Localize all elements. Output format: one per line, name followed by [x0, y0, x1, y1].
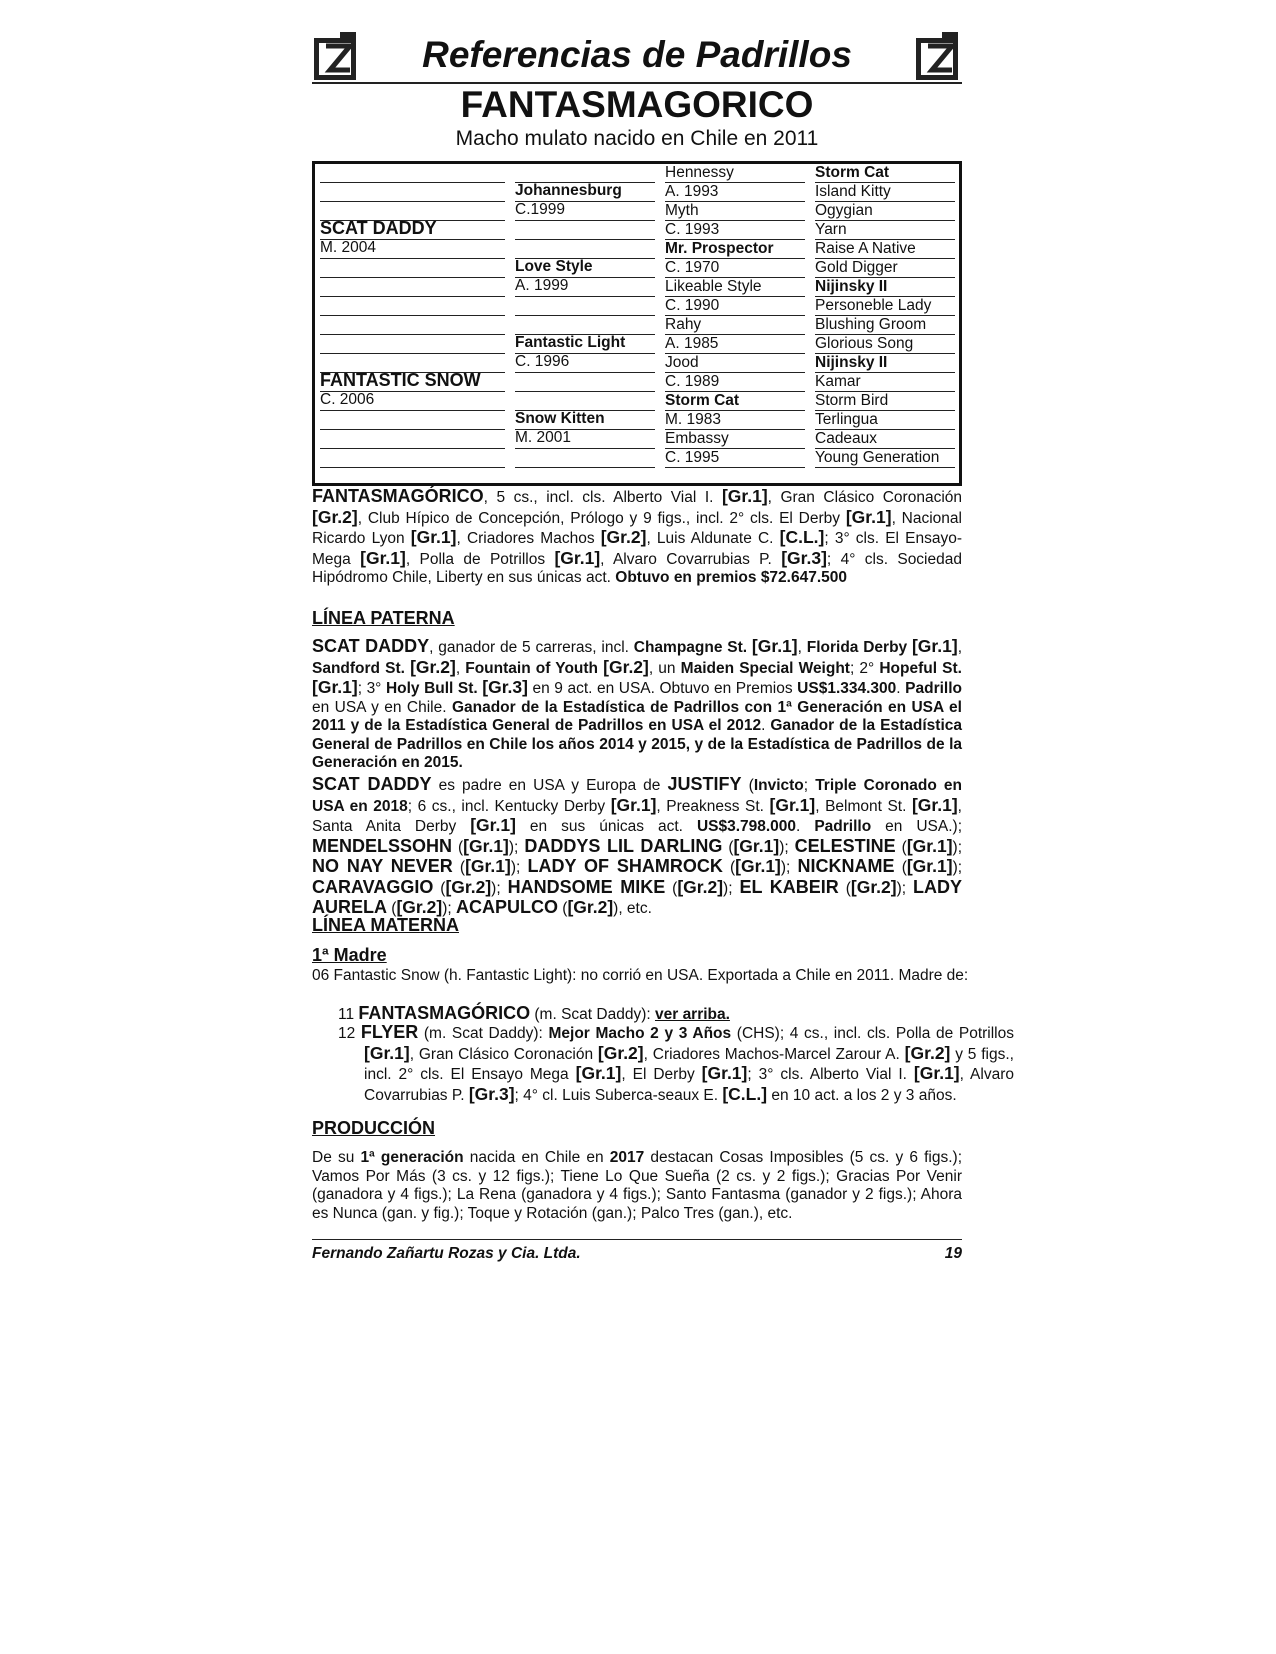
- pedigree-rule: [515, 467, 655, 468]
- ancestor-info: C. 1990: [665, 297, 720, 314]
- grandsire-info: C. 1996: [515, 353, 570, 370]
- granddam-name: Snow Kitten: [515, 410, 605, 427]
- pedigree-rule: [665, 467, 805, 468]
- pedigree-rule: [515, 239, 655, 240]
- ancestor-g4: Personeble Lady: [815, 297, 932, 314]
- pedigree-rule: [320, 277, 505, 278]
- footer-company: Fernando Zañartu Rozas y Cia. Ltda.: [312, 1245, 581, 1262]
- ancestor-info: C. 1970: [665, 259, 720, 276]
- production-text: De su 1ª generación nacida en Chile en 2017 destacan Cosas Imposibles (5 cs. y 6 figs.); Vamos Por Más (3 cs. y 12 figs.); Tiene Lo Que Sueña (2 cs. y 2 figs.); Gracias Por Venir (ganadora y 4 figs.); La Rena (ganadora y 4 figs.); Santo Fantasma (ganador y 2 figs.); Ahora es Nunca (gan. y fig.); Toque y Rotación (gan.); Palco Tres (gan.), etc.: [312, 1149, 962, 1222]
- ancestor-g4: Storm Cat: [815, 164, 890, 181]
- ancestor-g4: Glorious Song: [815, 335, 914, 352]
- footer-divider: [312, 1239, 962, 1240]
- ancestor-g4: Ogygian: [815, 202, 873, 219]
- ancestor-name: Rahy: [665, 316, 702, 333]
- grandsire-name: Fantastic Light: [515, 334, 626, 351]
- horse-name: FANTASMAGORICO: [460, 84, 814, 125]
- ancestor-g4: Nijinsky II: [815, 278, 888, 295]
- pedigree-rule: [320, 201, 505, 202]
- section-produccion: PRODUCCIÓN: [312, 1118, 436, 1138]
- section-madre: 1ª Madre: [312, 945, 387, 965]
- ancestor-g4: Young Generation: [815, 449, 940, 466]
- pedigree-rule: [515, 315, 655, 316]
- ancestor-name: Likeable Style: [665, 278, 762, 295]
- ancestor-name: Myth: [665, 202, 699, 219]
- ancestor-g4: Raise A Native: [815, 240, 916, 257]
- horse-subtitle: Macho mulato nacido en Chile en 2011: [455, 127, 819, 150]
- pedigree-rule: [320, 296, 505, 297]
- section-materna: LÍNEA MATERNA: [312, 915, 459, 935]
- granddam-info: A. 1999: [515, 277, 569, 294]
- ancestor-g4: Nijinsky II: [815, 354, 888, 371]
- dam-entry: 06 Fantastic Snow (h. Fantastic Light): no corrió en USA. Exportada a Chile en 2011. Madre de:: [312, 967, 969, 984]
- pedigree-rule: [320, 182, 505, 183]
- sire-progeny: SCAT DADDY es padre en USA y Europa de JUSTIFY (Invicto; Triple Coronado en USA en 2018; 6 cs., incl. Kentucky Derby [Gr.1], Preakness St. [Gr.1], Belmont St. [Gr.1], Santa Anita Derby [Gr.1] en sus únicas act. US$3.798.000. Padrillo en USA.); MENDELSSOHN ([Gr.1]); DADDYS LIL DARLING ([Gr.1]); CELESTINE ([Gr.1]); NO NAY NEVER ([Gr.1]); LADY OF SHAMROCK ([Gr.1]); NICKNAME ([Gr.1]); CARAVAGGIO ([Gr.2]); HANDSOME MIKE ([Gr.2]); EL KABEIR ([Gr.2]); LADY AURELA ([Gr.2]); ACAPULCO ([Gr.2]), etc.: [312, 774, 963, 917]
- ancestor-info: C. 1995: [665, 449, 720, 466]
- ancestor-g4: Terlingua: [815, 411, 878, 428]
- logo-icon: [912, 30, 962, 82]
- ancestor-name: Jood: [665, 354, 699, 371]
- ancestor-info: M. 1983: [665, 411, 722, 428]
- progeny-entry: 12 FLYER (m. Scat Daddy): Mejor Macho 2 y 3 Años (CHS); 4 cs., incl. cls. Polla de Potrillos [Gr.1], Gran Clásico Coronación [Gr.2], Criadores Machos-Marcel Zarour A. [Gr.2] y 5 figs., incl. 2° cls. El Ensayo Mega [Gr.1], El Derby [Gr.1]; 3° cls. Alberto Vial I. [Gr.1], Alvaro Covarrubias P. [Gr.3]; 4° cl. Luis Suberca-seaux E. [C.L.] en 10 act. a los 2 y 3 años.: [338, 1022, 1014, 1104]
- dam-info: C. 2006: [320, 391, 375, 408]
- ancestor-g4: Kamar: [815, 373, 861, 390]
- grandsire-name: Johannesburg: [515, 182, 622, 199]
- ancestor-g4: Storm Bird: [815, 392, 889, 409]
- ancestor-name: Storm Cat: [665, 392, 740, 409]
- pedigree-rule: [815, 467, 955, 468]
- pedigree-rule: [515, 391, 655, 392]
- header-title: Referencias de Padrillos: [422, 34, 852, 75]
- ancestor-g4: Gold Digger: [815, 259, 898, 276]
- pedigree-rule: [320, 353, 505, 354]
- page-number: 19: [944, 1245, 962, 1262]
- granddam-info: M. 2001: [515, 429, 572, 446]
- ancestor-name: Hennessy: [665, 164, 734, 181]
- pedigree-rule: [320, 315, 505, 316]
- sire-info: M. 2004: [320, 239, 377, 256]
- progeny-entry: 11 FANTASMAGÓRICO (m. Scat Daddy): ver arriba.: [338, 1003, 730, 1023]
- section-paterna: LÍNEA PATERNA: [312, 608, 455, 628]
- sire-description: SCAT DADDY, ganador de 5 carreras, incl. Champagne St. [Gr.1], Florida Derby [Gr.1], Sandford St. [Gr.2], Fountain of Youth [Gr.2], un Maiden Special Weight; 2° Hopeful St. [Gr.1]; 3° Holy Bull St. [Gr.3] en 9 act. en USA. Obtuvo en Premios US$1.334.300. Padrillo en USA y en Chile. Ganador de la Estadística de Padrillos con 1ª Generación en USA el 2011 y de la Estadística General de Padrillos en USA el 2012. Ganador de la Estadística General de Padrillos en Chile los años 2014 y 2015, y de la Estadística de Padrillos de la Generación en 2015.: [312, 636, 963, 771]
- pedigree-rule: [320, 410, 505, 411]
- page-header: [312, 30, 962, 86]
- ancestor-info: A. 1985: [665, 335, 719, 352]
- ancestor-info: C. 1993: [665, 221, 720, 238]
- grandsire-info: C.1999: [515, 201, 565, 218]
- ancestor-name: Mr. Prospector: [665, 240, 774, 257]
- granddam-name: Love Style: [515, 258, 593, 275]
- pedigree-rule: [515, 296, 655, 297]
- pedigree-rule: [515, 448, 655, 449]
- ancestor-name: Embassy: [665, 430, 729, 447]
- ancestor-g4: Island Kitty: [815, 183, 891, 200]
- sire-name: SCAT DADDY: [320, 218, 437, 238]
- ancestor-info: A. 1993: [665, 183, 719, 200]
- pedigree-rule: [320, 258, 505, 259]
- pedigree-rule: [320, 448, 505, 449]
- dam-name: FANTASTIC SNOW: [320, 370, 481, 390]
- pedigree-table: [312, 161, 962, 486]
- pedigree-rule: [320, 467, 505, 468]
- pedigree-rule: [320, 334, 505, 335]
- ancestor-g4: Cadeaux: [815, 430, 878, 447]
- pedigree-rule: [515, 220, 655, 221]
- ancestor-g4: Yarn: [815, 221, 847, 238]
- pedigree-rule: [320, 429, 505, 430]
- race-summary: FANTASMAGÓRICO, 5 cs., incl. cls. Alberto Vial I. [Gr.1], Gran Clásico Coronación [Gr.2], Club Hípico de Concepción, Prólogo y 9 figs., incl. 2° cls. El Derby [Gr.1], Nacional Ricardo Lyon [Gr.1], Criadores Machos [Gr.2], Luis Aldunate C. [C.L.]; 3° cls. El Ensayo-Mega [Gr.1], Polla de Potrillos [Gr.1], Alvaro Covarrubias P. [Gr.3]; 4° cls. Sociedad Hipódromo Chile, Liberty en sus únicas act. Obtuvo en premios $72.647.500: [312, 486, 962, 586]
- page-footer: [312, 1245, 962, 1263]
- ancestor-g4: Blushing Groom: [815, 316, 927, 333]
- ancestor-info: C. 1989: [665, 373, 720, 390]
- logo-icon: [312, 30, 362, 82]
- pedigree-rule: [515, 372, 655, 373]
